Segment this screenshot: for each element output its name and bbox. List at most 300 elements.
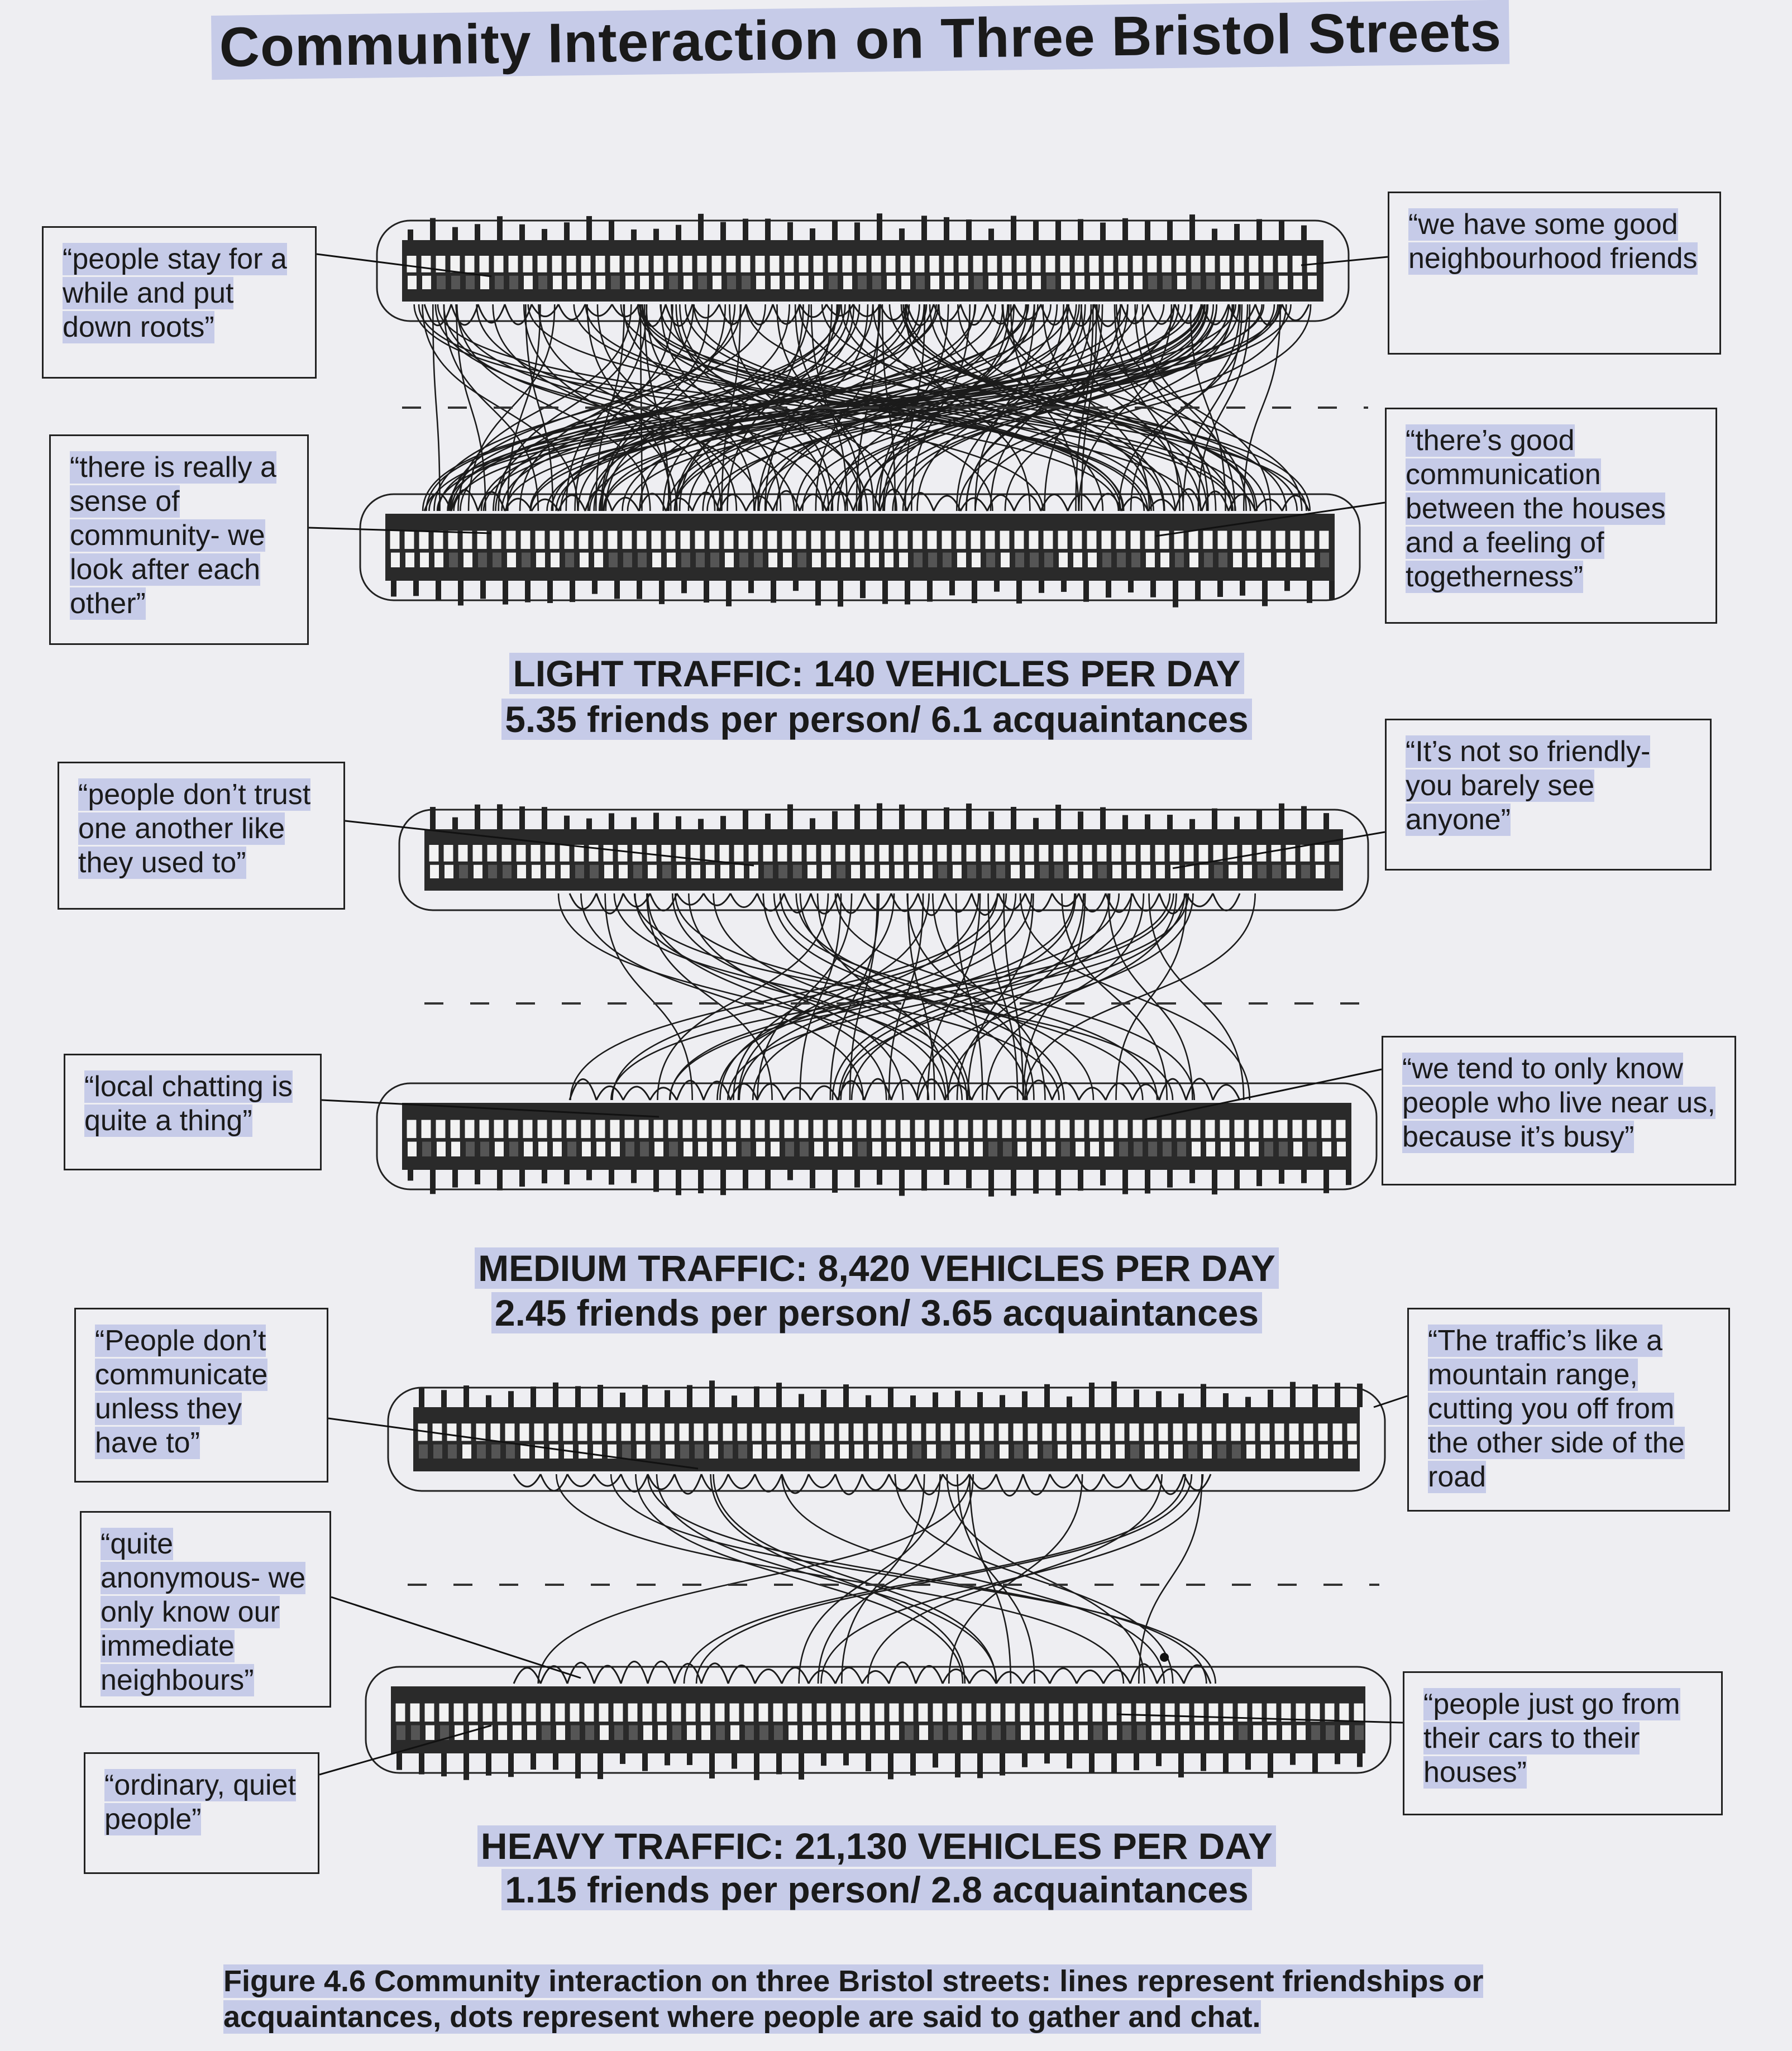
chimney (665, 1390, 670, 1407)
chimney (592, 581, 598, 594)
house-window (705, 845, 715, 862)
chimney (642, 1385, 648, 1407)
chimney (1078, 219, 1083, 240)
chimney (553, 1383, 558, 1407)
house-window (433, 530, 443, 549)
house-window (764, 865, 773, 878)
connection-line (594, 1474, 621, 1486)
house-window (969, 1423, 979, 1441)
chimney (1011, 216, 1016, 240)
house-window (1044, 553, 1053, 567)
house-window (803, 1725, 812, 1740)
house-window (985, 530, 995, 549)
chimney (1022, 1392, 1028, 1407)
house-window (1105, 1142, 1114, 1156)
house-window (763, 845, 773, 862)
house-window (1073, 553, 1082, 567)
house-window (785, 276, 794, 289)
chimney (542, 1170, 547, 1183)
connection-line (1050, 1474, 1077, 1488)
chimney (698, 819, 704, 829)
house-window (1293, 276, 1302, 289)
house-window (534, 1423, 544, 1441)
chimney (1000, 1753, 1005, 1776)
house-window (433, 1445, 442, 1459)
house-window (1082, 845, 1092, 862)
house-window (1334, 1445, 1342, 1459)
house-window (1015, 553, 1024, 567)
chimney (620, 1753, 625, 1764)
house-window (1130, 1445, 1139, 1459)
chimney (452, 227, 458, 240)
chimney (1111, 1753, 1117, 1772)
chimney (1189, 214, 1195, 240)
connection-line (612, 498, 639, 511)
house-window (1188, 1445, 1197, 1459)
connection-line (733, 893, 894, 1100)
house-window (1005, 1703, 1015, 1722)
house-window (1001, 553, 1010, 567)
chimney (1000, 1395, 1005, 1407)
chimney (1279, 221, 1284, 240)
friends-stat: 2.45 friends per person/ 3.65 acquaintances (491, 1292, 1262, 1333)
house-window (662, 865, 671, 878)
house-window (1092, 1703, 1102, 1722)
chimney (1268, 1753, 1273, 1778)
house-window (680, 1445, 689, 1459)
house-window (1116, 530, 1126, 549)
connection-line (666, 304, 692, 326)
house-window (1306, 553, 1315, 567)
house-window (1050, 1725, 1059, 1740)
chimney (1033, 818, 1039, 829)
chimney (1189, 1170, 1195, 1183)
house-window (1115, 1423, 1125, 1441)
chimney (787, 804, 793, 829)
house-window (958, 1120, 968, 1139)
house-window (579, 1445, 587, 1459)
figure-caption: Figure 4.6 Community interaction on three Bristol streets: lines represent friendships or acquaintances, dots represent where people are said to gather and chat. (223, 1964, 1484, 2034)
chimney (1067, 1397, 1072, 1407)
chimney (653, 812, 659, 829)
house-window (697, 1120, 707, 1139)
chimney (575, 1753, 581, 1779)
house-window (1107, 1703, 1117, 1722)
chimney (475, 805, 480, 829)
house-window (657, 1703, 667, 1722)
house-window (974, 1142, 983, 1156)
house-window (396, 1725, 405, 1740)
chimney (1312, 1384, 1318, 1407)
house-window (904, 1703, 914, 1722)
house-window (745, 1725, 754, 1740)
house-window (711, 1120, 721, 1139)
house-window (566, 1120, 576, 1139)
house-window (754, 553, 763, 567)
connection-line (648, 1474, 1206, 1684)
chimney (659, 581, 665, 604)
chimney (988, 228, 994, 240)
house-window (1206, 276, 1215, 289)
house-window (404, 530, 414, 549)
chimney (815, 581, 821, 605)
house-window (1147, 1120, 1157, 1139)
chimney (1044, 1384, 1050, 1407)
house-window (1179, 1703, 1189, 1722)
house-window (1203, 1445, 1212, 1459)
chimney (1044, 1753, 1050, 1763)
house-window (624, 1120, 634, 1139)
house-window (1237, 1703, 1248, 1722)
house-window (1132, 256, 1143, 273)
chimney (1256, 1170, 1262, 1186)
house-window (900, 256, 910, 273)
house-window (474, 865, 482, 878)
house-window (1261, 530, 1271, 549)
chimney (1223, 1753, 1229, 1772)
house-window (619, 865, 628, 878)
house-window (851, 865, 860, 878)
chimney (631, 1170, 637, 1183)
house-window (1159, 1445, 1168, 1459)
chimney (905, 581, 910, 604)
chimney (480, 581, 486, 599)
chimney (743, 809, 748, 829)
house-window (541, 1703, 551, 1722)
house-window (841, 553, 850, 567)
house-window (1229, 865, 1237, 878)
house-window (1126, 845, 1136, 862)
house-window (716, 1725, 725, 1740)
house-window (420, 553, 429, 567)
connection-line (621, 1662, 648, 1684)
connection-line (784, 1088, 811, 1100)
house-window (1156, 865, 1165, 878)
house-window (1315, 845, 1325, 862)
house-window (908, 845, 918, 862)
house-window (829, 276, 838, 289)
house-window (713, 1142, 721, 1156)
house-window (806, 845, 816, 862)
house-window (565, 553, 574, 567)
house-window (546, 865, 555, 878)
chimney (687, 1385, 692, 1407)
house-window (1148, 276, 1157, 289)
chimney (1301, 1170, 1307, 1183)
chimney (609, 1170, 614, 1184)
house-window (524, 1142, 533, 1156)
house-window (1263, 256, 1273, 273)
house-window (1040, 865, 1049, 878)
connection-line (639, 494, 666, 511)
house-window (450, 1120, 460, 1139)
house-window (796, 530, 806, 549)
house-window (826, 553, 835, 567)
house-window (886, 256, 896, 273)
house-window (753, 530, 763, 549)
house-window (520, 530, 531, 549)
house-window (1264, 276, 1273, 289)
house-window (488, 865, 497, 878)
house-window (886, 1120, 896, 1139)
chimney (542, 807, 547, 829)
chimney (966, 1170, 972, 1188)
chimney (525, 581, 531, 603)
house-window (1253, 1725, 1262, 1740)
chimney (430, 218, 436, 240)
house-window (479, 1120, 489, 1139)
chimney (704, 581, 709, 603)
house-window (1303, 1423, 1313, 1441)
house-window (465, 256, 475, 273)
connection-line (728, 1474, 755, 1488)
chimney (1279, 1170, 1284, 1184)
house-window (429, 845, 439, 862)
house-window (858, 276, 867, 289)
chimney (1134, 1389, 1139, 1407)
house-window (840, 530, 850, 549)
chimney (676, 1170, 681, 1195)
house-window (748, 845, 758, 862)
house-window (938, 865, 947, 878)
house-window (927, 530, 937, 549)
house-window (1291, 553, 1300, 567)
chimney (1212, 809, 1217, 829)
chimney (614, 581, 620, 599)
house-window (639, 256, 649, 273)
house-window (1275, 530, 1286, 549)
chimney (1039, 581, 1044, 593)
connection-line (1186, 1079, 1213, 1100)
house-window (1162, 256, 1172, 273)
house-window (1002, 256, 1012, 273)
chimney (1256, 810, 1262, 829)
house-window (847, 1725, 856, 1740)
house-window (1198, 845, 1208, 862)
house-window (742, 276, 751, 289)
chimney (1212, 229, 1217, 240)
house-window (1031, 1120, 1041, 1139)
chimney (1323, 1170, 1329, 1193)
house-window (560, 845, 570, 862)
house-window (973, 256, 983, 273)
chimney (687, 1753, 692, 1765)
connection-line (704, 893, 730, 905)
house-window (1249, 1120, 1259, 1139)
chimney (810, 818, 815, 829)
house-window (1061, 1142, 1070, 1156)
house-window (771, 1142, 780, 1156)
house-window (677, 865, 686, 878)
connection-line (648, 1661, 675, 1684)
house-window (509, 276, 518, 289)
house-window (1090, 1142, 1099, 1156)
house-window (640, 276, 649, 289)
house-window (1321, 1120, 1331, 1139)
house-window (991, 1703, 1001, 1722)
house-window (945, 1142, 954, 1156)
connection-line (1077, 1474, 1103, 1491)
house-window (1031, 256, 1041, 273)
house-window (1242, 845, 1252, 862)
house-window (1131, 553, 1140, 567)
connection-line (558, 304, 585, 319)
connection-line (1108, 893, 1192, 1100)
house-window (987, 256, 997, 273)
house-window (494, 1120, 504, 1139)
house-window (1072, 530, 1082, 549)
house-window (506, 1445, 515, 1459)
connection-line (538, 1474, 970, 1684)
quote-box: “The traffic’s like a mountain range, cutting you off from the other side of the road (1407, 1308, 1730, 1512)
house-window (955, 1423, 965, 1441)
house-window (738, 530, 748, 549)
chimney (966, 804, 972, 829)
house-window (1010, 845, 1020, 862)
house-window (770, 1120, 780, 1139)
chimney (799, 1753, 804, 1780)
house-window (1071, 1423, 1081, 1441)
house-window (671, 1703, 681, 1722)
chimney (910, 1395, 916, 1407)
chimney (642, 1753, 648, 1771)
chimney (955, 1391, 960, 1407)
house-window (421, 256, 431, 273)
chimney (1100, 807, 1106, 829)
gathering-dot (1160, 1653, 1169, 1662)
house-window (1046, 276, 1055, 289)
house-window (628, 1703, 638, 1722)
house-window (1134, 1142, 1143, 1156)
chimney (1323, 813, 1329, 829)
house-window (709, 530, 719, 549)
house-window (545, 845, 555, 862)
house-window (1329, 845, 1339, 862)
chimney (709, 1380, 715, 1407)
chimney (519, 224, 525, 240)
house-window (821, 845, 831, 862)
house-window (956, 1445, 965, 1459)
chimney (653, 1170, 659, 1192)
house-window (869, 1445, 878, 1459)
house-window (1304, 530, 1315, 549)
chimney (681, 581, 687, 593)
house-window (967, 865, 976, 878)
house-window (1337, 1142, 1346, 1156)
chimney (609, 221, 614, 240)
chimney (486, 1753, 491, 1776)
house-window (1057, 1423, 1067, 1441)
house-window (1151, 1725, 1160, 1740)
chimney (1145, 814, 1150, 829)
house-window (927, 1445, 936, 1459)
house-window (1089, 1120, 1099, 1139)
house-window (1141, 865, 1150, 878)
chimney (542, 229, 547, 240)
house-window (870, 553, 879, 567)
chimney (586, 819, 592, 829)
house-window (581, 256, 591, 273)
house-window (684, 276, 692, 289)
house-window (1058, 530, 1068, 549)
house-window (437, 276, 446, 289)
chimney (1156, 1753, 1162, 1766)
chimney (391, 581, 396, 596)
house-window (512, 1703, 522, 1722)
house-window (828, 1120, 838, 1139)
house-window (665, 1423, 675, 1441)
connection-line (757, 1084, 784, 1100)
house-window (740, 256, 751, 273)
chimney (765, 814, 771, 829)
house-window (653, 256, 663, 273)
house-window (800, 276, 809, 289)
house-window (1140, 845, 1150, 862)
house-window (640, 1142, 649, 1156)
house-window (713, 276, 721, 289)
house-window (1339, 1703, 1349, 1722)
house-window (914, 553, 923, 567)
house-window (697, 256, 707, 273)
house-window (654, 276, 663, 289)
chimney (1173, 581, 1178, 608)
house-window (1340, 1725, 1349, 1740)
house-window (549, 530, 560, 549)
house-window (974, 276, 983, 289)
house-window (814, 1142, 823, 1156)
house-window (781, 1423, 791, 1441)
house-window (758, 1703, 768, 1722)
house-window (455, 1725, 463, 1740)
connection-line (634, 893, 1173, 1100)
house-window (816, 1703, 826, 1722)
connection-line (605, 893, 692, 1100)
house-window (610, 256, 620, 273)
house-window (493, 553, 501, 567)
house-window (478, 553, 487, 567)
house-window (756, 1142, 765, 1156)
chimney (441, 1390, 447, 1407)
house-window (899, 553, 908, 567)
chimney (899, 805, 905, 829)
house-window (1290, 1445, 1299, 1459)
house-window (1224, 1725, 1233, 1740)
house-window (1100, 1423, 1110, 1441)
chimney (1245, 1753, 1251, 1770)
house-window (1250, 1142, 1259, 1156)
house-window (618, 845, 628, 862)
house-window (971, 530, 981, 549)
house-window (1117, 553, 1126, 567)
house-window (654, 1142, 663, 1156)
connection-line (670, 893, 1119, 1100)
house-window (782, 530, 792, 549)
house-window (756, 276, 765, 289)
chimney (1357, 1384, 1363, 1407)
house-window (1003, 1142, 1012, 1156)
house-window (1028, 1423, 1038, 1441)
connection-line (611, 1474, 1216, 1684)
house-window (883, 530, 893, 549)
quote-box: “there is really a sense of community- we look after each other” (49, 434, 309, 645)
house-window (553, 276, 562, 289)
house-window (1318, 1423, 1328, 1441)
connection-line (532, 499, 558, 511)
house-window (479, 256, 489, 273)
house-window (487, 845, 497, 862)
house-window (911, 1423, 921, 1441)
chimney (921, 216, 927, 240)
